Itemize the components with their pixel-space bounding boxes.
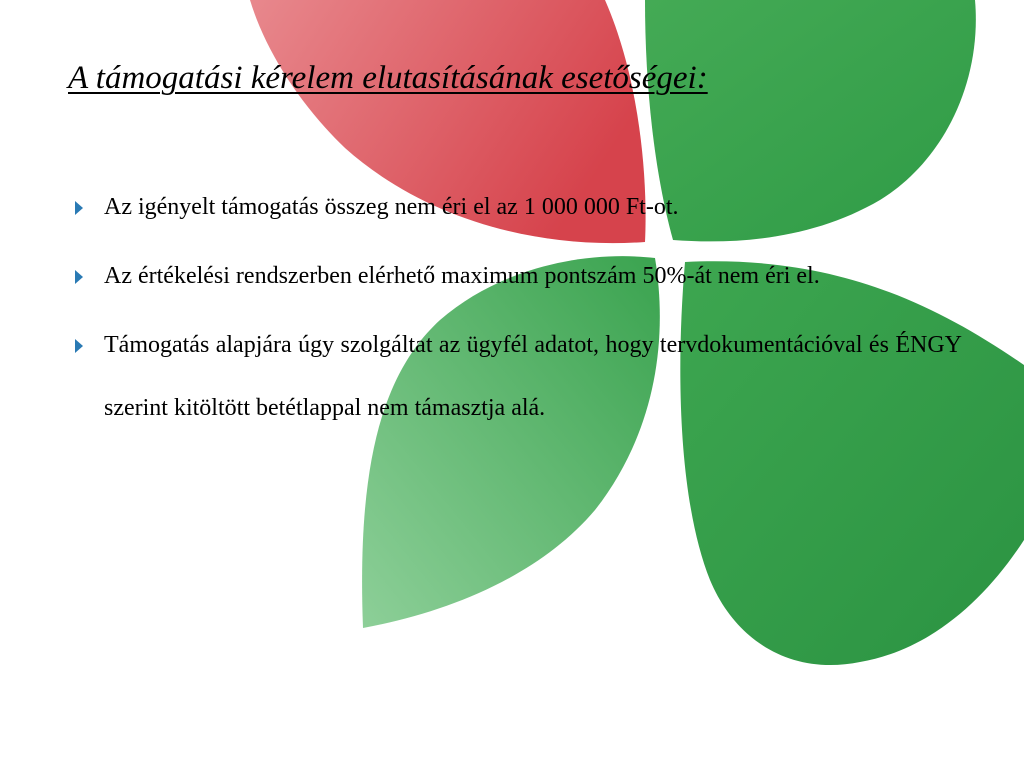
slide-title: A támogatási kérelem elutasításának esetőségei:: [68, 60, 708, 96]
bullet-text: Az igényelt támogatás összeg nem éri el az 1 000 000 Ft-ot.: [104, 194, 679, 220]
bullet-text: Támogatás alapjára úgy szolgáltat az ügyfél adatot, hogy tervdokumentációval és ÉNGY szerint kitöltött betétlappal nem támasztja alá.: [104, 332, 962, 421]
triangle-bullet-icon: [75, 339, 83, 353]
triangle-bullet-icon: [75, 270, 83, 284]
bullet-text: Az értékelési rendszerben elérhető maximum pontszám 50%-át nem éri el.: [104, 263, 820, 289]
triangle-bullet-icon: [75, 201, 83, 215]
bullet-item: [104, 245, 962, 308]
bullet-item: [104, 314, 962, 440]
bullet-item: [104, 176, 962, 239]
bullet-list: [0, 176, 962, 446]
